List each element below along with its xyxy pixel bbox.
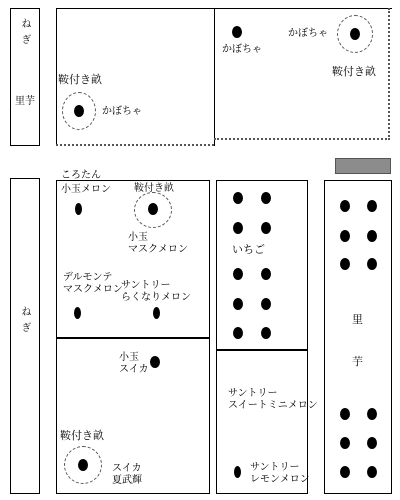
small-suika-plant — [150, 356, 160, 368]
small-musk-label-2: マスクメロン — [128, 244, 188, 255]
mini-melon-label-1: サントリー — [228, 388, 278, 399]
satoimo-plant — [340, 437, 350, 449]
strawberry-plant — [261, 222, 271, 234]
bed-top-dotted-right — [388, 8, 390, 140]
satoimo-plant — [340, 466, 350, 478]
bed-top-dotted-bottom-left — [56, 144, 214, 146]
bed-negi-top-label: ねぎ — [19, 18, 30, 50]
delmonte-label-1: デルモンテ — [63, 272, 113, 283]
lemon-melon-label-1: サントリー — [250, 462, 300, 473]
suntory-plant — [153, 307, 160, 319]
suika-label-1: スイカ — [112, 463, 142, 474]
satoimo-plant — [367, 200, 377, 212]
strawberry-label: いちご — [232, 243, 265, 256]
mini-melon-plant — [234, 466, 241, 478]
delmonte-label-2: マスクメロン — [63, 284, 123, 295]
suntory-label-1: サントリー — [121, 280, 171, 291]
satoimo-plant — [367, 408, 377, 420]
strawberry-plant — [233, 298, 243, 310]
suntory-label-2: らくなりメロン — [121, 292, 191, 303]
satoimo-plant — [367, 258, 377, 270]
satoimo-label-2: 芋 — [352, 355, 363, 368]
small-suika-label-1: 小玉 — [119, 352, 139, 363]
kabocha-label-left: かぼちゃ — [102, 106, 142, 117]
strawberry-plant — [261, 268, 271, 280]
top-soil-label-right: 鞍付き畝 — [332, 65, 376, 78]
gray-block — [335, 158, 391, 174]
strawberry-plant — [233, 268, 243, 280]
small-musk-plant — [148, 203, 158, 215]
satoimo-plant — [340, 200, 350, 212]
strawberry-plant — [261, 298, 271, 310]
satoimo-plant — [367, 230, 377, 242]
bed-strawberry — [216, 180, 308, 350]
suika-plant — [78, 459, 88, 471]
strawberry-plant — [233, 222, 243, 234]
satoimo-plant — [367, 466, 377, 478]
lemon-melon-label-2: レモンメロン — [250, 474, 310, 485]
bed-satoimo-right — [324, 180, 392, 494]
bed-negi-bottom-label: ねぎ — [19, 306, 30, 338]
top-soil-label: 鞍付き畝 — [58, 73, 102, 86]
strawberry-plant — [261, 192, 271, 204]
bed-satoimo-top-label: 里芋 — [15, 96, 35, 107]
kabocha-plant-center — [232, 26, 242, 38]
small-musk-label-1: 小玉 — [128, 232, 148, 243]
kabocha-label-right: かぼちゃ — [288, 28, 328, 39]
delmonte-plant — [74, 307, 81, 319]
satoimo-plant — [340, 408, 350, 420]
korotan-label: ころたん — [61, 170, 101, 181]
suika-label-2: 夏武輝 — [112, 475, 142, 486]
strawberry-plant — [233, 327, 243, 339]
strawberry-plant — [233, 192, 243, 204]
strawberry-plant — [261, 327, 271, 339]
small-melon-plant — [75, 203, 82, 215]
satoimo-plant — [367, 437, 377, 449]
bed-top-divider — [214, 8, 215, 146]
small-melon-label: 小玉メロン — [61, 184, 111, 195]
satoimo-label-1: 里 — [352, 313, 363, 326]
kabocha-plant-right — [350, 28, 360, 40]
mini-melon-label-2: スイートミニメロン — [228, 400, 318, 411]
kabocha-plant-left — [74, 105, 84, 117]
satoimo-plant — [340, 230, 350, 242]
kabocha-label-center: かぼちゃ — [222, 44, 262, 55]
small-suika-label-2: スイカ — [119, 364, 149, 375]
bed-top-dotted-bottom — [214, 138, 390, 140]
melon-soil-label: 鞍付き畝 — [134, 183, 174, 194]
suika-soil-label: 鞍付き畝 — [60, 429, 104, 442]
satoimo-plant — [340, 258, 350, 270]
